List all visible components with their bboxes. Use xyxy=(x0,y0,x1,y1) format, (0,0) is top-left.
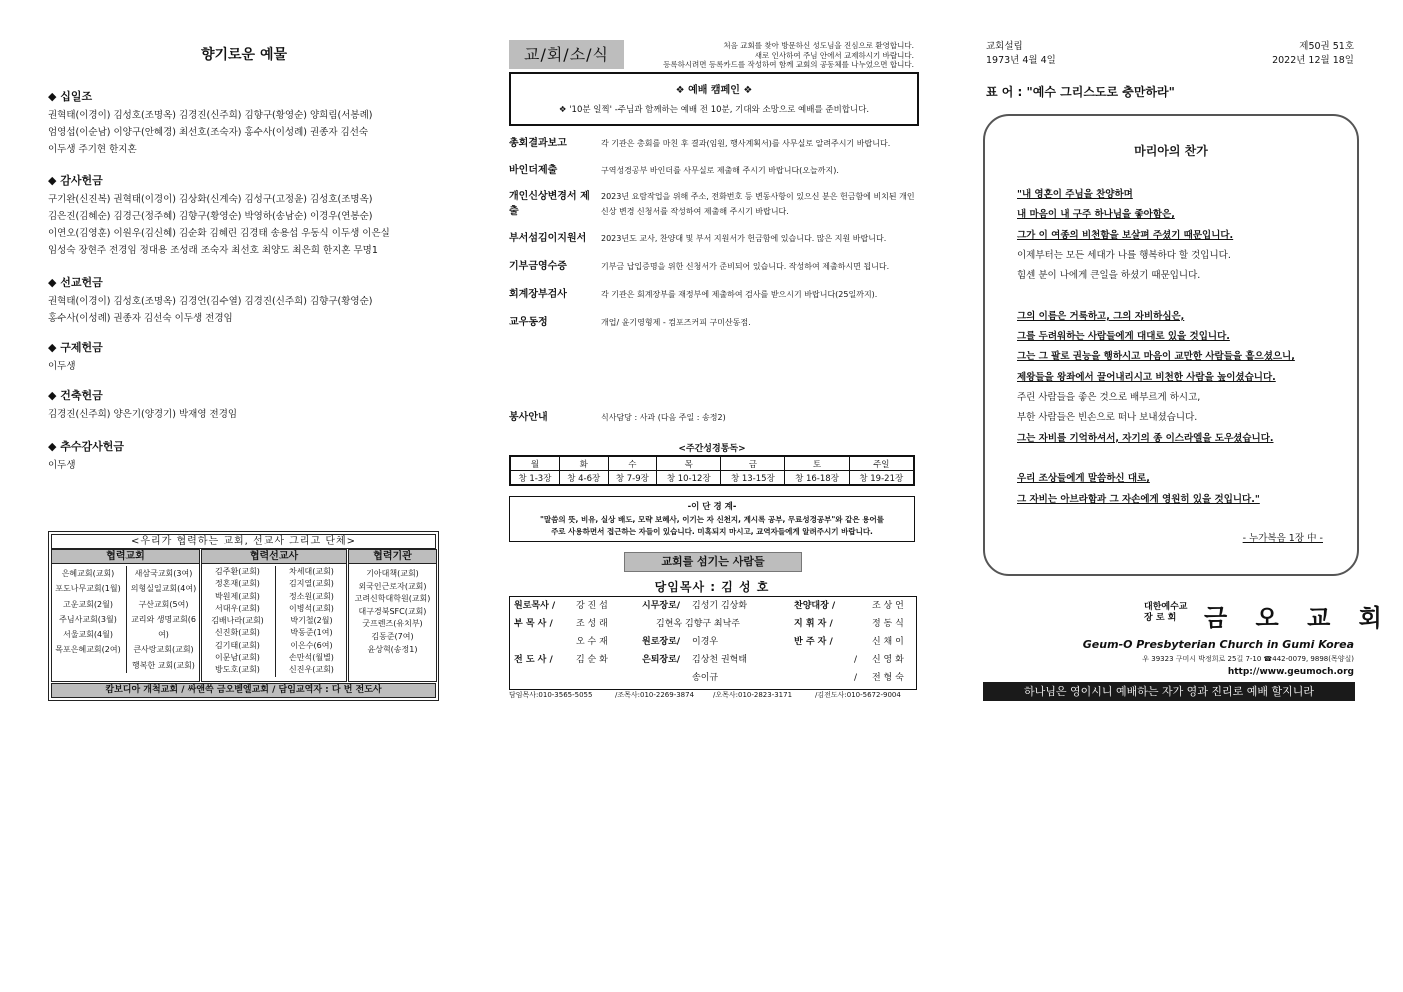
poem-line: "내 영혼이 주님을 찬양하며 xyxy=(1017,189,1133,200)
news-item-label: 봉사안내 xyxy=(509,412,548,423)
volume-number: 제50권 51호 xyxy=(1299,41,1354,52)
news-item-label: 개인신상변경서 제 출 xyxy=(509,191,590,217)
table-cell: 창 10-12장 xyxy=(657,471,721,486)
list-item: 서울교회(4월) xyxy=(63,630,113,640)
news-item-text: 2023년 요람작업을 위해 주소, 전화번호 등 변동사항이 있으신 분은 헌금함에 비치된 개인신상 변경 신청서를 작성하여 제출해 주시기 바랍니다. xyxy=(601,192,915,216)
list-item: 서대우(교회) xyxy=(215,603,260,613)
poem-line: 그의 이름은 거룩하고, 그의 자비하심은, xyxy=(1017,310,1185,322)
list-item: 이은수(6여) xyxy=(290,640,333,650)
staff-row xyxy=(514,615,914,633)
bible-reading-title: <주간성경통독> xyxy=(678,444,746,454)
list-item: 김지열(교회) xyxy=(289,579,334,589)
list-item: 이문남(교회) xyxy=(215,653,260,663)
campaign-title: ❖ 예배 캠페인 ❖ xyxy=(675,85,753,96)
staff-row xyxy=(514,597,914,615)
establishment xyxy=(986,40,1056,68)
offering-section-relief xyxy=(48,339,440,375)
list-item: 윤상혁(송정1) xyxy=(367,644,418,654)
partner-churches-head: 협력교회 xyxy=(52,550,199,564)
offering-section-mission xyxy=(48,274,440,327)
warning-body xyxy=(510,514,914,538)
offering-line: 김경진(신주희) 양은기(양경기) 박재영 전경임 xyxy=(48,409,238,420)
denom-line: 대한예수교 xyxy=(1144,602,1188,612)
staff-role: / xyxy=(854,655,858,665)
staff-name: 정 동 식 xyxy=(872,619,904,629)
list-item: 방도호(교회) xyxy=(215,665,260,675)
offering-section-building xyxy=(48,387,440,423)
phone-number: /오목사:010-2823-3171 xyxy=(713,691,793,699)
list-item: 신진화(교회) xyxy=(215,628,260,638)
news-item-text: 각 기관은 총회를 마친 후 결과(임원, 행사계획서)를 사무실로 알려주시기 바랍니다. xyxy=(601,139,891,148)
table-cell: 수 xyxy=(608,456,657,471)
poem-line: 그가 이 여종의 비천함을 보살펴 주셨기 때문입니다. xyxy=(1017,229,1234,241)
list-item: 기아대책(교회) xyxy=(366,569,419,578)
staff-row xyxy=(514,669,914,687)
list-item: 주님사교회(3월) xyxy=(59,614,117,624)
news-item-text: 식사담당 : 사과 (다음 주일 : 송정2) xyxy=(601,413,726,422)
staff-name: 신 채 이 xyxy=(872,637,904,647)
staff-name: 이경우 xyxy=(692,637,719,647)
poem-source: - 누가복음 1장 中 - xyxy=(1242,533,1323,544)
campaign-body: ❖ '10분 일찍' -주님과 함께하는 예배 전 10분, 기대와 소망으로 예배를 준비합니다. xyxy=(558,105,870,115)
offering-head: ◆ 건축헌금 xyxy=(48,389,103,402)
list-item: 포도나무교회(1월) xyxy=(55,584,121,594)
news-item-label: 회계장부검사 xyxy=(509,289,567,300)
issue-info xyxy=(1190,40,1354,68)
offering-line: 엄영섭(이순남) 이양구(안혜경) 최선호(조숙자) 홍수사(이성례) 권종자 김선숙 xyxy=(48,127,369,138)
list-item: 김기태(교회) xyxy=(215,640,260,650)
poem-line: 이제부터는 모든 세대가 나를 행복하다 할 것입니다. xyxy=(1017,249,1231,261)
phone-number: 담임목사:010-3565-5055 xyxy=(509,691,593,699)
list-item: 손만석(월별) xyxy=(289,653,334,663)
staff-role: 원로장로/ xyxy=(642,637,681,647)
estab-label: 교회설립 xyxy=(986,41,1023,52)
warning-title: -이 단 경 계- xyxy=(687,502,737,512)
senior-pastor: 당임목사 : 김 성 호 xyxy=(654,580,770,594)
staff-role: 전 도 사 / xyxy=(514,655,553,665)
denom-line: 장 로 회 xyxy=(1144,613,1177,623)
staff-name: 김 순 화 xyxy=(576,655,608,665)
table-cell: 창 4-6장 xyxy=(559,471,608,486)
list-item: 목포은혜교회(2여) xyxy=(55,645,121,655)
news-item-text: 각 기관은 회계장부를 재정부에 제출하여 검사를 받으시기 바랍니다(25일까지). xyxy=(601,290,878,299)
staff-name: 송이규 xyxy=(692,673,719,683)
church-name: 금 오 교 회 xyxy=(1204,604,1392,632)
staff-box xyxy=(509,596,917,690)
partners-title: <우리가 협력하는 교회, 선교사 그리고 단체> xyxy=(51,534,436,549)
offering-line: 김은진(김혜순) 김경근(정주혜) 김향구(황영순) 박영하(송남순) 이경우(연봉순) xyxy=(48,211,373,222)
list-item: 외국인근로자(교회) xyxy=(358,581,427,591)
staff-role: 찬양대장 / xyxy=(794,601,836,611)
list-item: 고운교회(2월) xyxy=(63,599,113,609)
list-item: 고려신학대학원(교회) xyxy=(354,594,431,604)
partner-orgs xyxy=(348,549,437,682)
staff-row xyxy=(514,651,914,669)
offering-head: ◆ 십일조 xyxy=(48,90,93,103)
heresy-warning-box xyxy=(509,496,915,542)
list-item: 박기철(2월) xyxy=(290,616,333,626)
table-cell: 토 xyxy=(785,456,849,471)
warning-line: 주로 사용하면서 접근하는 자들이 있습니다. 미혹되지 마시고, 교역자들에게 알려주시기 바랍니다. xyxy=(551,527,873,536)
estab-date: 1973년 4월 4일 xyxy=(986,55,1056,66)
partner-missionaries-list-b xyxy=(275,566,347,677)
staff-role: 지 휘 자 / xyxy=(794,619,833,629)
list-item: 새삼국교회(3여) xyxy=(134,569,193,578)
offering-head: ◆ 감사헌금 xyxy=(48,174,103,187)
poem-line: 그는 그 팔로 권능을 행하시고 마음이 교만한 사람들을 흩으셨으니, xyxy=(1017,351,1295,363)
offering-line: 홍수사(이성례) 권종자 김선숙 이두생 전경임 xyxy=(48,313,233,324)
list-item: 의형실일교회(4여) xyxy=(130,584,197,594)
offering-line: 이두생 xyxy=(48,460,76,471)
table-cell: 창 7-9장 xyxy=(608,471,657,486)
poem-box xyxy=(983,114,1359,576)
list-item: 박동준(1여) xyxy=(290,628,333,638)
list-item: 교리와 생명교회(6여) xyxy=(131,614,196,640)
poem-title: 마리아의 찬가 xyxy=(1134,144,1208,158)
staff-name: 김현옥 김향구 최낙주 xyxy=(656,619,740,629)
news-item-text: 기부금 납입증명을 위한 신청서가 준비되어 있습니다. 작성하여 제출하시면 됩니다. xyxy=(601,262,890,271)
staff-name: 조 상 언 xyxy=(872,601,904,611)
staff-role: 부 목 사 / xyxy=(514,619,553,629)
scripture-banner: 하나님은 영이시니 예배하는 자가 영과 진리로 예배 할지니라 xyxy=(983,682,1355,701)
table-cell: 목 xyxy=(657,456,721,471)
offering-head: ◆ 선교헌금 xyxy=(48,276,103,289)
church-name-english: Geum-O Presbyterian Church in Gumi Korea xyxy=(1082,638,1354,651)
intro-line: 등록하시려면 등록카드를 작성하여 함께 교회의 공동체를 나누었으면 합니다. xyxy=(663,60,914,70)
staff-name: 신 영 화 xyxy=(872,655,904,665)
table-cell: 주일 xyxy=(849,456,914,471)
list-item: 정혼재(교회) xyxy=(215,579,260,589)
offering-head: ◆ 구제헌금 xyxy=(48,341,103,354)
list-item: 이병석(교회) xyxy=(289,603,334,613)
poem-line: 그 자비는 아브라함과 그 자손에게 영원히 있을 것입니다." xyxy=(1017,493,1260,505)
offering-section-thanks xyxy=(48,172,440,259)
staff-name: 전 형 숙 xyxy=(872,673,904,683)
table-cell: 창 19-21장 xyxy=(849,471,914,486)
partner-churches-list-a xyxy=(52,566,124,658)
staff-name: 오 수 재 xyxy=(576,637,608,647)
poem-line: 제왕들을 왕좌에서 끌어내리시고 비천한 사람을 높이셨습니다. xyxy=(1017,371,1276,383)
news-intro xyxy=(630,41,914,70)
poem-line: 그를 두려워하는 사람들에게 대대로 있을 것입니다. xyxy=(1017,331,1230,343)
poem-line: 그는 자비를 기억하셔서, 자기의 종 이스라엘을 도우셨습니다. xyxy=(1017,432,1274,444)
bible-reading-table xyxy=(509,455,915,486)
offering-line: 이두생 주기현 한지혼 xyxy=(48,144,137,155)
staff-name: 조 성 래 xyxy=(576,619,608,629)
staff-name: 김성기 김상화 xyxy=(692,601,748,611)
news-item-label: 기부금영수증 xyxy=(509,261,567,272)
list-item: 구산교회(5여) xyxy=(138,599,189,609)
offering-line: 이연오(김영훈) 이원우(김신혜) 김순화 김혜린 김경태 송용섭 우동식 이두생 이은실 xyxy=(48,228,390,239)
partner-missionaries-list-a xyxy=(202,566,273,677)
staff-name: 김상천 권혁태 xyxy=(692,655,748,665)
offering-section-harvest xyxy=(48,438,440,474)
church-address: 우 39323 구미시 박정희로 25길 7-10 ☎442-0079, 9898(목양실) xyxy=(1142,655,1354,663)
list-item: 신진우(교회) xyxy=(289,665,334,675)
phone-number: /김전도사:010-5672-9004 xyxy=(815,691,901,699)
list-item: 은혜교회(교회) xyxy=(61,569,115,578)
intro-line: 새로 인사하여 주님 안에서 교제하시기 바랍니다. xyxy=(754,50,914,60)
staff-name: 강 진 섭 xyxy=(576,601,608,611)
partner-missionaries-head: 협력선교사 xyxy=(202,550,346,564)
partner-orgs-head: 협력기관 xyxy=(349,550,436,564)
list-item: 박원제(교회) xyxy=(215,591,260,601)
offering-head: ◆ 추수감사헌금 xyxy=(48,440,125,453)
church-motto: 표 어 : "예수 그리스도로 충만하라" xyxy=(986,85,1175,99)
partners-footer: 캄보디아 개척교회 / 싸앤쓱 금오벧엘교회 / 담임교역자 : 다 번 전도사 xyxy=(51,683,436,698)
table-row xyxy=(510,471,914,486)
staff-role: 시무장로/ xyxy=(642,601,681,611)
servants-title: 교회를 섬기는 사람들 xyxy=(624,552,802,572)
table-cell: 창 1-3장 xyxy=(510,471,559,486)
poem-line: 힘센 분이 나에게 큰일을 하셨기 때문입니다. xyxy=(1017,270,1201,282)
table-cell: 월 xyxy=(510,456,559,471)
list-item: 행복한 교회(교회) xyxy=(132,660,195,670)
poem-line: 우리 조상들에게 말씀하신 대로, xyxy=(1017,473,1150,485)
news-item-label: 부서섬김이지원서 xyxy=(509,233,587,244)
news-item-label: 교우동정 xyxy=(509,317,548,328)
table-cell: 금 xyxy=(721,456,785,471)
list-item: 굿프렌즈(유치부) xyxy=(362,619,423,629)
list-item: 김주환(교회) xyxy=(215,567,260,576)
news-item-label: 총회결과보고 xyxy=(509,138,567,149)
warning-line: "말씀의 뜻, 비유, 실상 배도, 모략 보혜사, 이기는 자 신천지, 계시록 공부, 무료성경공부"와 같은 용어를 xyxy=(539,515,885,524)
campaign-box xyxy=(509,72,919,126)
table-cell: 창 13-15장 xyxy=(721,471,785,486)
staff-row xyxy=(514,633,914,651)
offering-section-tithe xyxy=(48,88,440,158)
staff-role: 은퇴장로/ xyxy=(642,655,681,665)
list-item: 대구경북SFC(교회) xyxy=(358,606,427,616)
partner-orgs-list xyxy=(349,568,436,656)
news-item-text: 개업/ 윤기영형제 - 컴포즈커피 구미산동점. xyxy=(601,318,751,327)
staff-role: 반 주 자 / xyxy=(794,637,833,647)
table-cell: 화 xyxy=(559,456,608,471)
list-item: 차세대(교회) xyxy=(289,567,334,576)
offering-line: 구기완(신진복) 권혁태(이경이) 김상화(신계숙) 김성구(고정윤) 김성호(조명옥) xyxy=(48,194,373,205)
poem-line: 주린 사람들을 좋은 것으로 배부르게 하시고, xyxy=(1017,392,1201,403)
offering-line: 임성숙 장현주 전경임 정대용 조성래 조숙자 최선호 최양도 최은희 한지혼 무명1 xyxy=(48,245,378,256)
denomination xyxy=(1144,602,1187,624)
offerings-title: 향기로운 예물 xyxy=(200,47,288,63)
news-item-text: 구역성경공부 바인더를 사무실로 제출해 주시기 바랍니다(오늘까지). xyxy=(601,166,839,175)
issue-date: 2022년 12월 18일 xyxy=(1272,55,1354,66)
table-cell: 창 16-18장 xyxy=(785,471,849,486)
phone-number: /조목사:010-2269-3874 xyxy=(615,691,695,699)
staff-role: 원로목사 / xyxy=(514,601,556,611)
partner-churches-list-b xyxy=(126,566,200,673)
partners-box xyxy=(48,531,439,701)
news-item-text: 2023년도 교사, 찬양대 및 부서 지원서가 헌금함에 있습니다. 많은 지원 바랍니다. xyxy=(601,234,887,243)
poem-line: 내 마음이 내 구주 하나님을 좋아함은, xyxy=(1017,209,1175,221)
offering-line: 권혁태(이경이) 김성호(조명옥) 김경진(신주희) 김향구(황영순) 양희림(서봉례) xyxy=(48,110,373,121)
list-item: 큰사랑교회(교회) xyxy=(133,645,194,655)
poem-line: 부한 사람들은 빈손으로 떠나 보내셨습니다. xyxy=(1017,412,1198,424)
offering-line: 권혁태(이경이) 김성호(조명옥) 김경언(김수열) 김경진(신주희) 김향구(황영순) xyxy=(48,296,373,307)
offering-line: 이두생 xyxy=(48,361,76,372)
list-item: 김동준(7여) xyxy=(371,631,414,641)
staff-role: / xyxy=(854,673,858,683)
news-item-label: 바인더제출 xyxy=(509,165,558,176)
table-row xyxy=(510,456,914,471)
list-item: 김배나라(교회) xyxy=(211,616,264,626)
partner-churches xyxy=(51,549,200,682)
intro-line: 처음 교회를 찾아 방문하신 성도님을 진심으로 환영합니다. xyxy=(723,41,914,50)
news-title: 교/회/소/식 xyxy=(509,40,624,69)
list-item: 정소원(교회) xyxy=(289,591,334,601)
church-url[interactable]: http://www.geumoch.org xyxy=(1227,667,1354,677)
partner-missionaries xyxy=(201,549,347,682)
